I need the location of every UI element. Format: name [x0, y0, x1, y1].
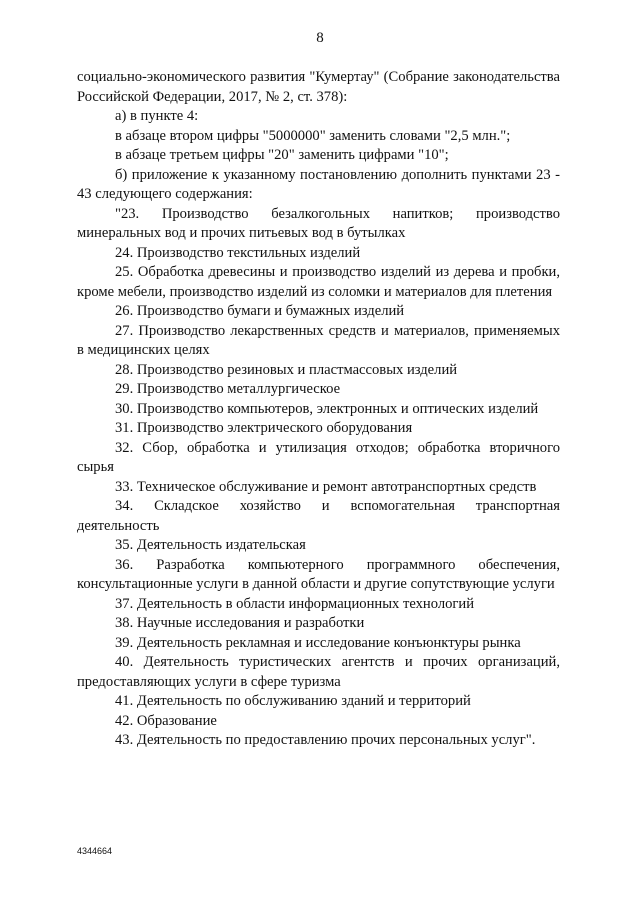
list-item-29: 29. Производство металлургическое: [115, 381, 341, 397]
paragraph-amendment-2: в абзаце третьем цифры "20" заменить цифрами "10";: [115, 147, 449, 163]
list-item-27: 27. Производство лекарственных средств и материалов, применяемых в медицинских целях: [77, 322, 560, 358]
list-item-41: 41. Деятельность по обслуживанию зданий и территорий: [115, 693, 471, 709]
page-number: 8: [316, 30, 324, 46]
list-item-32: 32. Сбор, обработка и утилизация отходов; обработка вторичного сырья: [77, 439, 560, 475]
list-item-23: "23. Производство безалкогольных напитков; производство минеральных вод и прочих питьевых вод в бутылках: [77, 205, 560, 241]
list-item-35: 35. Деятельность издательская: [115, 537, 306, 553]
paragraph-intro: социально-экономического развития "Кумертау" (Собрание законодательства Российской Федерации, 2017, № 2, ст. 378):: [77, 69, 560, 105]
list-item-40: 40. Деятельность туристических агентств и прочих организаций, предоставляющих услуги в сфере туризма: [77, 654, 560, 690]
list-item-26: 26. Производство бумаги и бумажных изделий: [115, 303, 405, 319]
list-item-38: 38. Научные исследования и разработки: [115, 615, 365, 631]
list-item-31: 31. Производство электрического оборудования: [115, 420, 413, 436]
list-item-37: 37. Деятельность в области информационных технологий: [115, 595, 475, 612]
paragraph-amendment-1: в абзаце втором цифры "5000000" заменить словами "2,5 млн.";: [115, 127, 511, 144]
list-item-43: 43. Деятельность по предоставлению прочих персональных услуг".: [115, 732, 536, 748]
paragraph-point-a: а) в пункте 4:: [115, 108, 199, 124]
paragraph-point-b: б) приложение к указанному постановлению дополнить пунктами 23 - 43 следующего содержания:: [77, 166, 560, 202]
list-item-25: 25. Обработка древесины и производство изделий из дерева и пробки, кроме мебели, производство изделий из соломки и материалов для плетения: [77, 264, 560, 300]
document-body: [77, 68, 560, 751]
list-item-33: 33. Техническое обслуживание и ремонт автотранспортных средств: [115, 478, 537, 495]
list-item-36: 36. Разработка компьютерного программного обеспечения, консультационные услуги в данной области и другие сопутствующие услуги: [77, 556, 560, 592]
list-item-30: 30. Производство компьютеров, электронных и оптических изделий: [115, 400, 539, 417]
list-item-24: 24. Производство текстильных изделий: [115, 244, 361, 261]
list-item-34: 34. Складское хозяйство и вспомогательная транспортная деятельность: [77, 498, 560, 534]
list-item-42: 42. Образование: [115, 712, 217, 729]
list-item-28: 28. Производство резиновых и пластмассовых изделий: [115, 361, 458, 378]
document-id: 4344664: [77, 846, 113, 856]
list-item-39: 39. Деятельность рекламная и исследование конъюнктуры рынка: [115, 634, 521, 651]
